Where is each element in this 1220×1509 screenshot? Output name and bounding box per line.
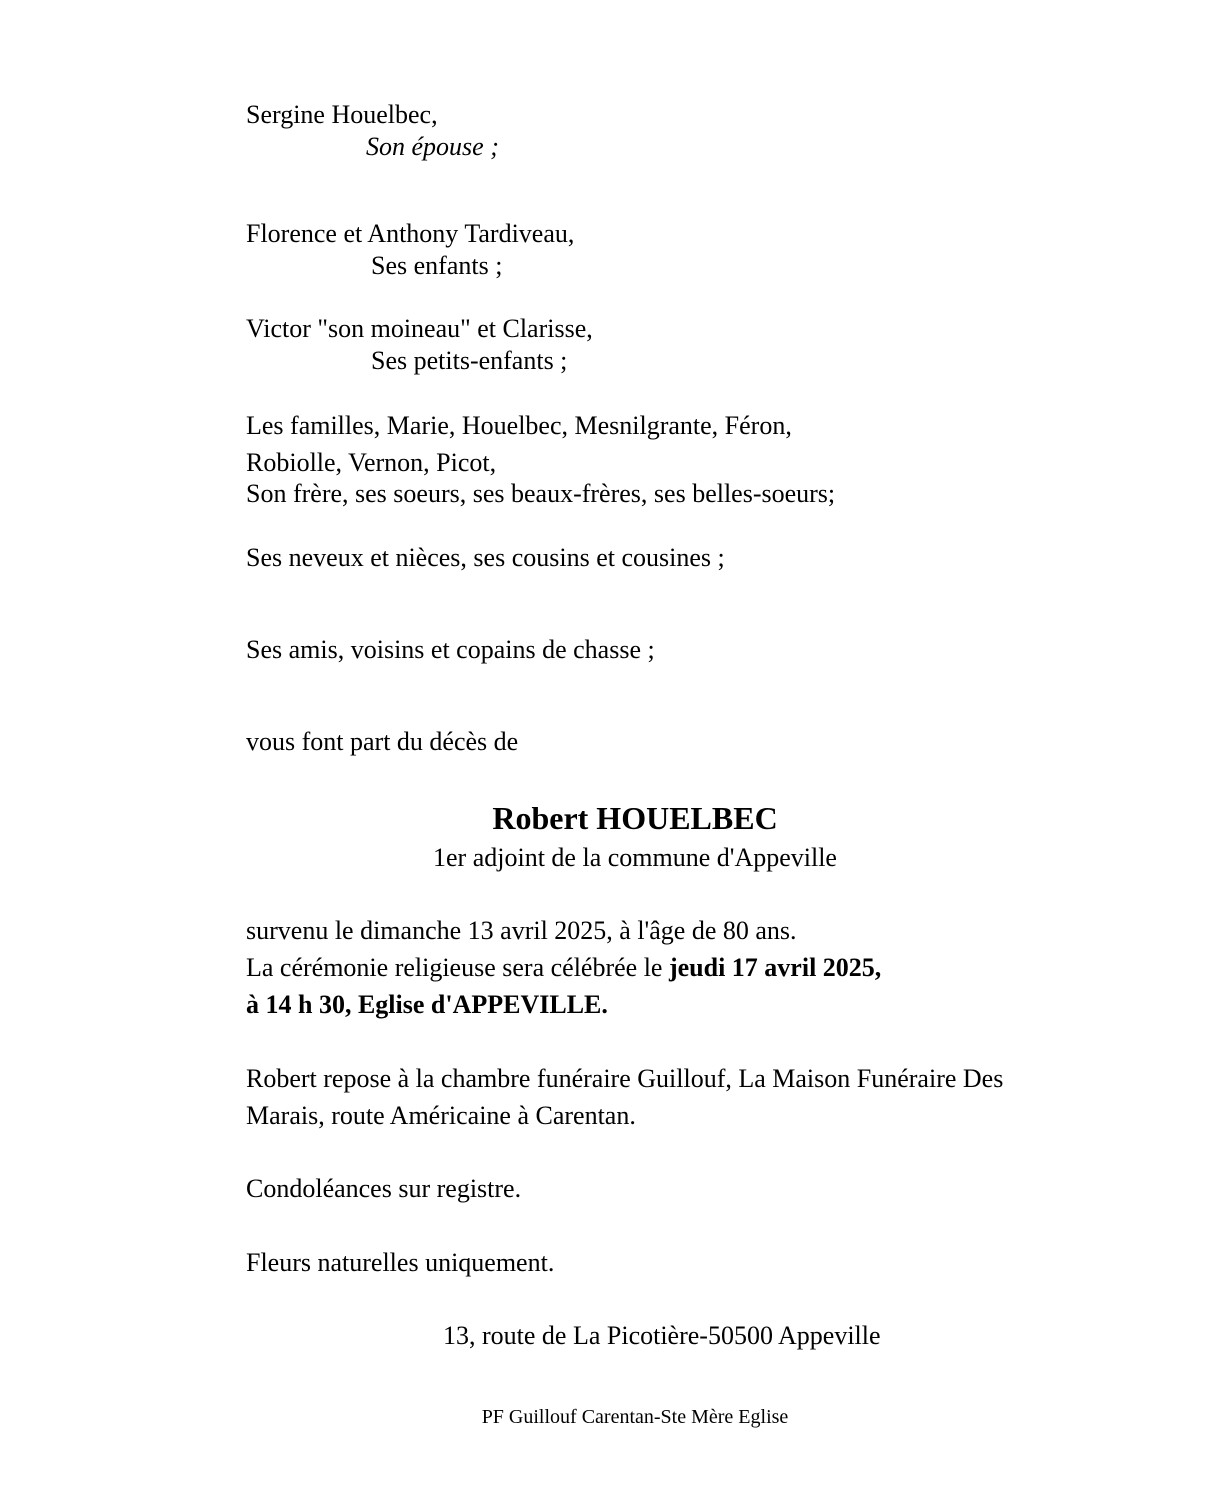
spouse-relation: Son épouse ; [366,132,499,161]
flowers-line: Fleurs naturelles uniquement. [246,1248,555,1277]
ceremony-line [246,952,881,984]
condolences-line: Condoléances sur registre. [246,1174,522,1203]
deceased-title: 1er adjoint de la commune d'Appeville [433,843,837,872]
families-line-3: Son frère, ses soeurs, ses beaux-frères, ses belles-soeurs; [246,479,836,508]
ceremony-place: à 14 h 30, Eglise d'APPEVILLE. [246,990,608,1019]
rest-line-1: Robert repose à la chambre funéraire Guillouf, La Maison Funéraire Des [246,1064,1004,1093]
ceremony-date: jeudi 17 avril 2025, [668,953,882,982]
children-relation: Ses enfants ; [371,251,503,280]
families-line-2: Robiolle, Vernon, Picot, [246,448,497,477]
spouse-name: Sergine Houelbec, [246,100,438,129]
deceased-name: Robert HOUELBEC [492,800,778,836]
address-line: 13, route de La Picotière-50500 Appeville [443,1321,881,1350]
nephews-line: Ses neveux et nièces, ses cousins et cousines ; [246,543,725,572]
rest-line-2: Marais, route Américaine à Carentan. [246,1101,636,1130]
grandchildren-relation: Ses petits-enfants ; [371,346,568,375]
announcement-line: vous font part du décès de [246,727,519,756]
friends-line: Ses amis, voisins et copains de chasse ; [246,635,655,664]
families-line-1: Les familles, Marie, Houelbec, Mesnilgrante, Féron, [246,411,792,440]
funeral-home-footer: PF Guillouf Carentan-Ste Mère Eglise [481,1406,789,1428]
grandchildren-names: Victor "son moineau" et Clarisse, [246,314,593,343]
children-names: Florence et Anthony Tardiveau, [246,219,575,248]
death-details: survenu le dimanche 13 avril 2025, à l'âge de 80 ans. [246,916,797,945]
ceremony-prefix: La cérémonie religieuse sera célébrée le [246,953,669,982]
